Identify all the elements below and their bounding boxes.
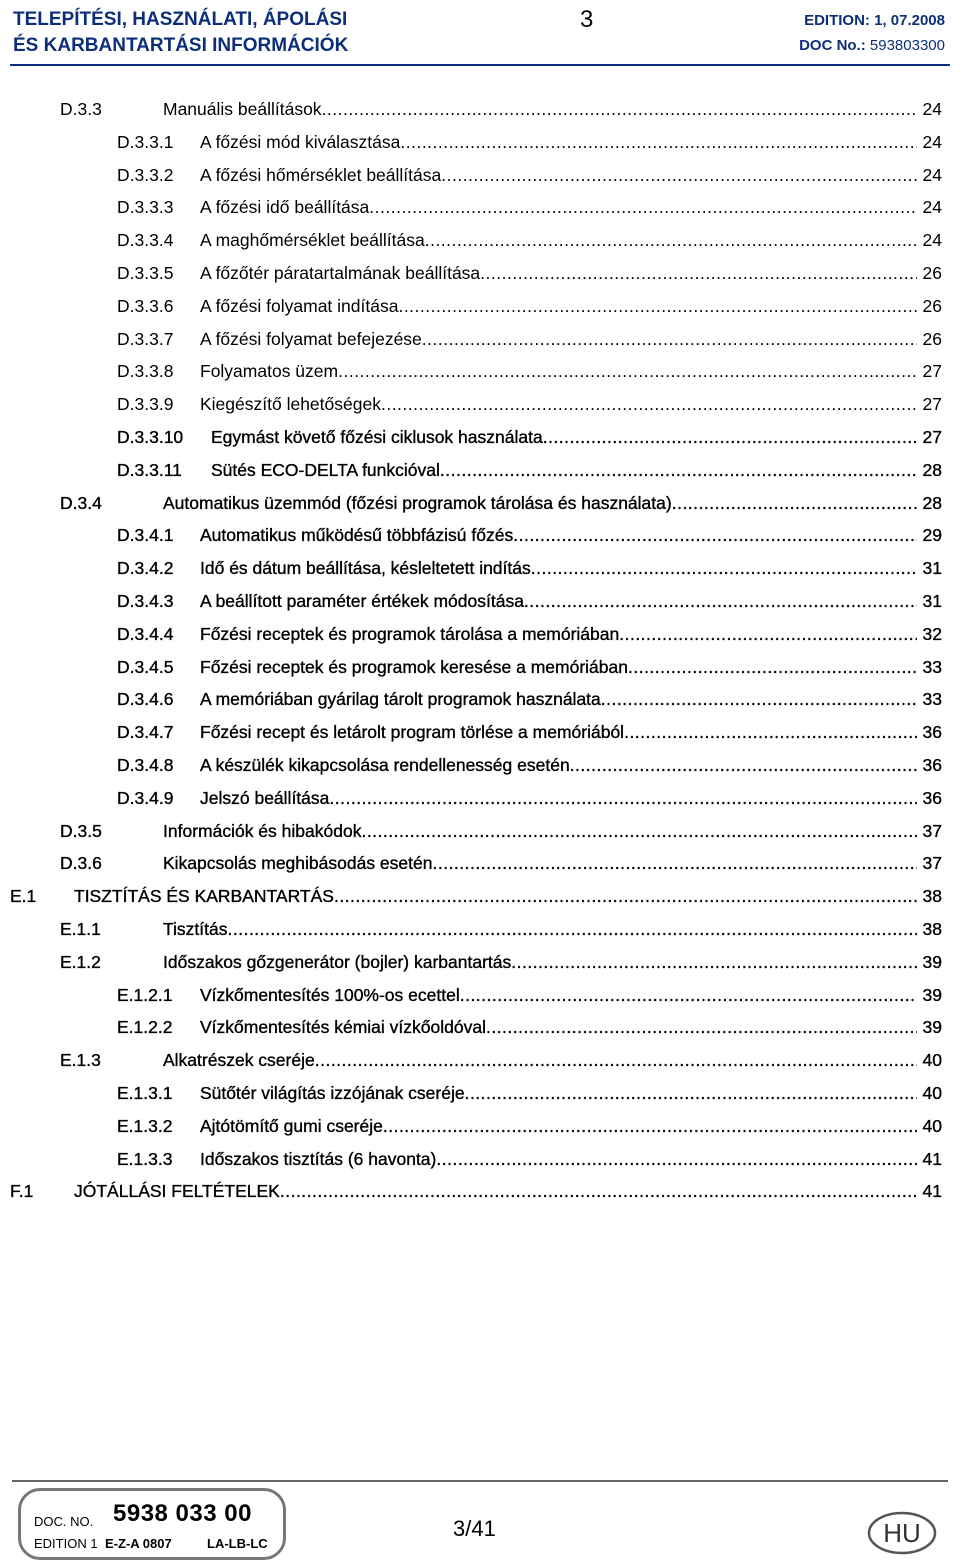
toc-leader-dots — [329, 782, 916, 815]
toc-entry-page: 26 — [922, 328, 942, 349]
toc-entry-page: 41 — [922, 1148, 942, 1169]
toc-entry-page: 39 — [922, 1017, 942, 1038]
toc-entry-title: A készülék kikapcsolása rendellenesség esetén — [200, 754, 570, 775]
toc-entry-page: 39 — [922, 951, 942, 972]
header-doc-label: DOC No.: — [799, 37, 866, 54]
toc-leader-dots — [486, 1011, 917, 1044]
toc-leader-dots — [460, 979, 917, 1012]
toc-entry[interactable] — [0, 388, 960, 421]
toc-entry[interactable] — [0, 487, 960, 520]
toc-entry[interactable] — [0, 257, 960, 290]
language-code: HU — [883, 1518, 921, 1548]
toc-entry-title: Manuális beállítások — [163, 99, 322, 119]
toc-leader-dots — [465, 1077, 917, 1110]
toc-entry-title: Ajtótömítő gumi cseréje — [200, 1115, 383, 1136]
toc-entry[interactable] — [0, 355, 960, 388]
toc-entry[interactable] — [0, 93, 960, 126]
toc-entry-title: JÓTÁLLÁSI FELTÉTELEK — [74, 1181, 280, 1202]
toc-entry-page: 32 — [922, 623, 942, 644]
toc-entry-number: D.3.3.2 — [117, 164, 174, 185]
toc-entry[interactable] — [0, 1175, 960, 1208]
page-footer — [0, 1474, 960, 1566]
toc-entry-line — [200, 290, 942, 323]
toc-entry-title: Jelszó beállítása — [200, 787, 330, 808]
toc-leader-dots — [601, 683, 917, 716]
toc-entry-line — [74, 1175, 942, 1208]
toc-entry-line — [200, 388, 942, 421]
edition-label: EDITION 1 — [34, 1536, 98, 1551]
toc-entry-line — [200, 1143, 942, 1176]
toc-entry-number: D.3.3.7 — [117, 328, 174, 349]
toc-leader-dots — [480, 257, 916, 290]
toc-leader-dots — [422, 323, 917, 356]
doc-number-box — [18, 1488, 286, 1560]
toc-entry-page: 37 — [922, 820, 942, 841]
footer-rule — [12, 1480, 948, 1482]
toc-leader-dots — [334, 880, 917, 913]
toc-entry-page: 36 — [922, 787, 942, 808]
toc-entry-number: E.1.2.1 — [117, 984, 173, 1005]
toc-entry-number: D.3.4 — [60, 492, 102, 513]
toc-entry[interactable] — [0, 749, 960, 782]
toc-entry-page: 29 — [922, 525, 942, 546]
toc-entry-title: A memóriában gyárilag tárolt programok használata — [200, 689, 601, 710]
toc-entry-line — [163, 946, 942, 979]
toc-entry-page: 31 — [922, 590, 942, 611]
toc-entry-title: A főzőtér páratartalmának beállítása — [200, 262, 481, 283]
toc-entry[interactable] — [0, 1011, 960, 1044]
toc-entry-number: D.3.4.8 — [117, 754, 174, 775]
toc-entry-number: D.3.6 — [60, 853, 102, 874]
toc-entry-line — [200, 224, 942, 257]
toc-entry[interactable] — [0, 224, 960, 257]
toc-entry-line — [163, 487, 942, 520]
toc-entry-title: A főzési mód kiválasztása — [200, 131, 401, 152]
toc-entry[interactable] — [0, 847, 960, 880]
toc-leader-dots — [381, 388, 917, 421]
toc-leader-dots — [511, 946, 916, 979]
toc-entry-page: 28 — [922, 459, 942, 480]
toc-entry-number: F.1 — [10, 1181, 34, 1202]
toc-entry-line — [200, 683, 942, 716]
toc-leader-dots — [398, 290, 916, 323]
toc-entry-page: 27 — [922, 361, 942, 382]
toc-entry-title: Automatikus működésű többfázisú főzés — [200, 525, 514, 546]
toc-entry-line — [211, 421, 942, 454]
toc-leader-dots — [383, 1110, 917, 1143]
toc-entry[interactable] — [0, 1143, 960, 1176]
toc-entry-line — [200, 716, 942, 749]
toc-entry[interactable] — [0, 1110, 960, 1143]
toc-entry[interactable] — [0, 979, 960, 1012]
toc-entry-title: Vízkőmentesítés kémiai vízkőoldóval — [200, 1017, 486, 1038]
toc-leader-dots — [440, 454, 917, 487]
toc-entry-line — [200, 126, 942, 159]
toc-entry-page: 38 — [922, 918, 942, 939]
toc-entry-line — [200, 355, 942, 388]
toc-entry-line — [200, 552, 942, 585]
toc-entry[interactable] — [0, 126, 960, 159]
toc-entry[interactable] — [0, 782, 960, 815]
toc-entry-title: A főzési hőmérséklet beállítása — [200, 164, 442, 185]
toc-leader-dots — [628, 651, 917, 684]
toc-entry-title: Információk és hibakódok — [163, 820, 362, 841]
toc-entry-number: D.3.3.5 — [117, 262, 174, 283]
toc-entry-number: D.3.3 — [60, 99, 102, 119]
toc-entry-title: Főzési recept és letárolt program törlése a memóriából — [200, 722, 625, 743]
toc-leader-dots — [441, 159, 916, 192]
toc-entry[interactable] — [0, 290, 960, 323]
toc-entry-number: D.3.4.9 — [117, 787, 174, 808]
page-header — [0, 0, 960, 72]
toc-entry-page: 33 — [922, 656, 942, 677]
header-doc-number — [799, 37, 945, 54]
toc-entry-page: 31 — [922, 558, 942, 579]
toc-entry-line — [200, 749, 942, 782]
toc-entry-line — [211, 454, 942, 487]
toc-leader-dots — [543, 421, 917, 454]
toc-entry-number: D.3.3.8 — [117, 361, 174, 382]
page-number: 3/41 — [453, 1516, 496, 1541]
toc-entry[interactable] — [0, 323, 960, 356]
toc-entry-page: 28 — [922, 492, 942, 513]
toc-entry-line — [200, 782, 942, 815]
toc-entry-number: E.1 — [10, 886, 37, 907]
toc-entry-line — [74, 880, 942, 913]
toc-entry-page: 38 — [922, 886, 942, 907]
toc-leader-dots — [436, 1143, 916, 1176]
toc-entry-title: A maghőmérséklet beállítása — [200, 230, 425, 251]
toc-entry-title: Kiegészítő lehetőségek — [200, 394, 381, 415]
toc-entry-number: D.3.4.2 — [117, 558, 174, 579]
toc-entry-title: Kikapcsolás meghibásodás esetén — [163, 853, 433, 874]
doc-no-value: 5938 033 00 — [113, 1500, 252, 1527]
toc-entry-line — [163, 847, 942, 880]
toc-entry[interactable] — [0, 716, 960, 749]
header-title-line1: TELEPÍTÉSI, HASZNÁLATI, ÁPOLÁSI — [13, 9, 348, 30]
toc-entry-title: A főzési idő beállítása — [200, 197, 370, 218]
toc-entry-page: 40 — [922, 1082, 942, 1103]
toc-entry-number: D.3.3.9 — [117, 394, 174, 415]
toc-entry-title: TISZTÍTÁS ÉS KARBANTARTÁS — [74, 886, 334, 907]
toc-entry-number: E.1.3.3 — [117, 1148, 173, 1169]
toc-entry-title: Vízkőmentesítés 100%-os ecettel — [200, 984, 460, 1005]
toc-entry-title: Alkatrészek cseréje — [163, 1050, 315, 1071]
toc-entry-line — [200, 1077, 942, 1110]
toc-entry-page: 41 — [922, 1181, 942, 1202]
toc-leader-dots — [524, 585, 917, 618]
toc-entry-title: A beállított paraméter értékek módosítása — [200, 590, 524, 611]
toc-entry-page: 24 — [922, 164, 942, 185]
toc-entry[interactable] — [0, 519, 960, 552]
toc-entry[interactable] — [0, 651, 960, 684]
toc-entry-number: D.3.3.1 — [117, 131, 174, 152]
toc-entry-number: E.1.3.1 — [117, 1082, 173, 1103]
toc-entry-number: E.1.3.2 — [117, 1115, 173, 1136]
toc-entry-line — [200, 257, 942, 290]
toc-entry-page: 40 — [922, 1115, 942, 1136]
toc-entry-page: 36 — [922, 722, 942, 743]
toc-entry-number: D.3.3.6 — [117, 295, 174, 316]
header-doc-value: 593803300 — [869, 37, 945, 54]
toc-leader-dots — [672, 487, 917, 520]
toc-entry-title: Sütés ECO-DELTA funkcióval — [211, 459, 440, 480]
toc-entry-page: 27 — [922, 426, 942, 447]
toc-entry-number: D.3.4.5 — [117, 656, 174, 677]
toc-entry[interactable] — [0, 1044, 960, 1077]
toc-entry-number: D.3.4.4 — [117, 623, 174, 644]
toc-entry-number: D.3.4.3 — [117, 590, 174, 611]
toc-entry-number: E.1.3 — [60, 1050, 101, 1071]
header-rule — [10, 64, 950, 66]
toc-entry-page: 36 — [922, 754, 942, 775]
table-of-contents — [0, 93, 960, 1208]
toc-entry-line — [200, 1011, 942, 1044]
toc-entry-page: 24 — [922, 131, 942, 152]
toc-leader-dots — [432, 847, 916, 880]
language-oval-icon — [866, 1510, 938, 1556]
toc-leader-dots — [228, 913, 917, 946]
toc-entry-line — [200, 651, 942, 684]
toc-leader-dots — [513, 519, 916, 552]
toc-entry-line — [200, 979, 942, 1012]
toc-entry-number: E.1.1 — [60, 918, 101, 939]
toc-leader-dots — [315, 1044, 917, 1077]
toc-entry-title: Egymást követő főzési ciklusok használata — [211, 426, 543, 447]
toc-entry-line — [200, 159, 942, 192]
toc-entry-number: E.1.2 — [60, 951, 101, 972]
toc-entry-page: 40 — [922, 1050, 942, 1071]
toc-leader-dots — [570, 749, 917, 782]
toc-entry-line — [200, 191, 942, 224]
language-badge — [866, 1510, 938, 1556]
doc-no-label: DOC. NO. — [34, 1514, 94, 1529]
toc-entry-line — [163, 1044, 942, 1077]
toc-entry-number: D.3.4.1 — [117, 525, 174, 546]
toc-entry-page: 24 — [922, 99, 942, 119]
toc-entry-title: A főzési folyamat indítása — [200, 295, 399, 316]
toc-entry-title: A főzési folyamat befejezése — [200, 328, 422, 349]
toc-entry-line — [200, 618, 942, 651]
toc-entry-title: Időszakos gőzgenerátor (bojler) karbantartás — [163, 951, 512, 972]
toc-leader-dots — [619, 618, 916, 651]
toc-entry-page: 26 — [922, 262, 942, 283]
toc-entry[interactable] — [0, 618, 960, 651]
toc-entry-title: Automatikus üzemmód (főzési programok tárolása és használata) — [163, 492, 672, 513]
toc-leader-dots — [361, 815, 916, 848]
edition-code: E-Z-A 0807 — [105, 1536, 172, 1551]
toc-leader-dots — [425, 224, 917, 257]
toc-entry[interactable] — [0, 1077, 960, 1110]
toc-entry-page: 27 — [922, 394, 942, 415]
toc-entry[interactable] — [0, 585, 960, 618]
toc-entry[interactable] — [0, 191, 960, 224]
toc-entry-title: Idő és dátum beállítása, késleltetett indítás — [200, 558, 531, 579]
toc-entry-line — [200, 323, 942, 356]
toc-entry[interactable] — [0, 913, 960, 946]
toc-entry[interactable] — [0, 815, 960, 848]
toc-entry[interactable] — [0, 159, 960, 192]
toc-entry-number: D.3.4.7 — [117, 722, 174, 743]
toc-entry[interactable] — [0, 880, 960, 913]
toc-entry-page: 33 — [922, 689, 942, 710]
toc-entry-line — [200, 585, 942, 618]
toc-entry-page: 39 — [922, 984, 942, 1005]
toc-entry-number: D.3.3.10 — [117, 426, 184, 447]
toc-entry[interactable] — [0, 454, 960, 487]
toc-leader-dots — [338, 355, 916, 388]
toc-entry-page: 24 — [922, 197, 942, 218]
header-title-line2: ÉS KARBANTARTÁSI INFORMÁCIÓK — [13, 35, 349, 56]
toc-entry-title: Főzési receptek és programok keresése a memóriában — [200, 656, 628, 677]
toc-entry-line — [163, 93, 942, 126]
toc-entry-line — [163, 815, 942, 848]
toc-entry-number: D.3.5 — [60, 820, 102, 841]
toc-leader-dots — [624, 716, 916, 749]
header-edition: EDITION: 1, 07.2008 — [804, 12, 945, 29]
toc-entry-title: Időszakos tisztítás (6 havonta) — [200, 1148, 437, 1169]
toc-entry-number: D.3.4.6 — [117, 689, 174, 710]
toc-leader-dots — [531, 552, 917, 585]
toc-entry-line — [200, 1110, 942, 1143]
toc-entry[interactable] — [0, 552, 960, 585]
toc-entry-number: D.3.3.11 — [117, 459, 182, 480]
toc-entry-page: 37 — [922, 853, 942, 874]
toc-entry-page: 24 — [922, 230, 942, 251]
toc-leader-dots — [400, 126, 916, 159]
toc-entry-number: D.3.3.4 — [117, 230, 174, 251]
toc-entry-title: Tisztítás — [163, 918, 228, 939]
toc-entry-title: Főzési receptek és programok tárolása a memóriában — [200, 623, 620, 644]
toc-entry-line — [163, 913, 942, 946]
toc-leader-dots — [369, 191, 916, 224]
header-section-number: 3 — [580, 6, 594, 33]
toc-entry[interactable] — [0, 683, 960, 716]
toc-entry-number: E.1.2.2 — [117, 1017, 173, 1038]
edition-suffix: LA-LB-LC — [207, 1536, 268, 1551]
toc-leader-dots — [280, 1175, 917, 1208]
toc-entry-line — [200, 519, 942, 552]
toc-entry[interactable] — [0, 421, 960, 454]
toc-entry-page: 26 — [922, 295, 942, 316]
toc-entry-title: Folyamatos üzem — [200, 361, 339, 382]
toc-entry-title: Sütőtér világítás izzójának cseréje — [200, 1082, 465, 1103]
toc-entry[interactable] — [0, 946, 960, 979]
toc-leader-dots — [322, 93, 917, 126]
toc-entry-number: D.3.3.3 — [117, 197, 174, 218]
